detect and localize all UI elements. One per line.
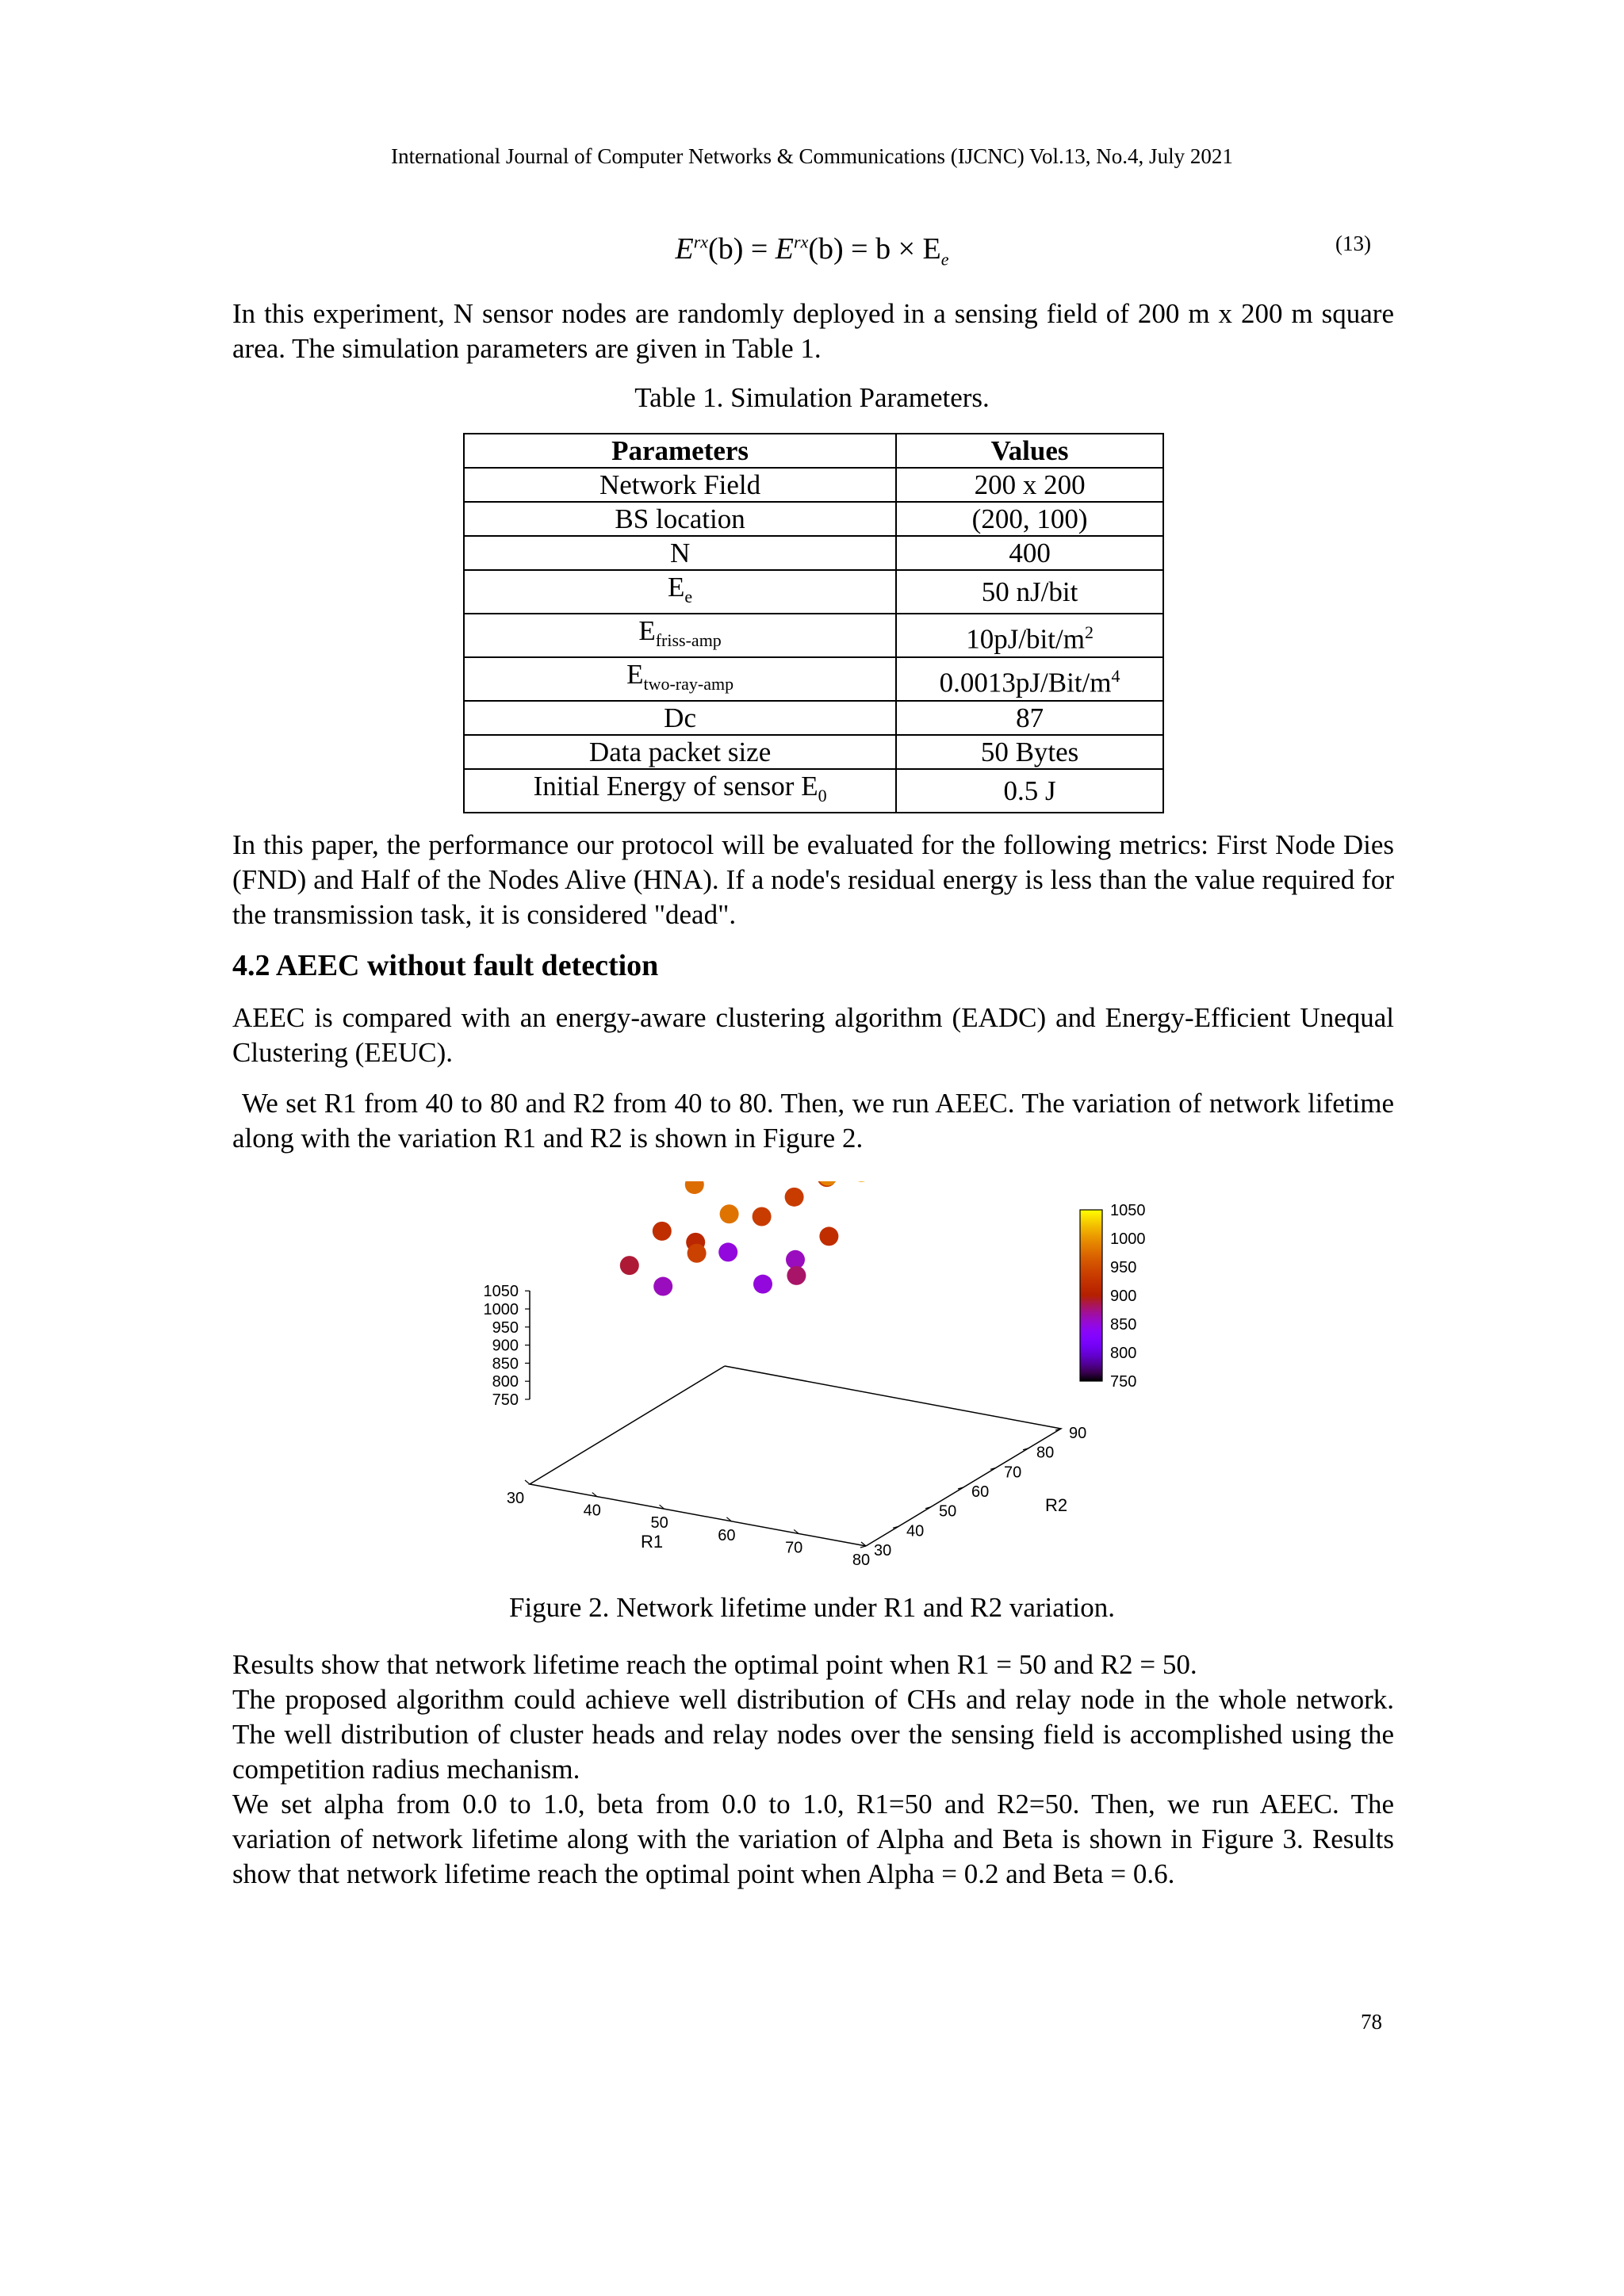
table-cell-parameter: Initial Energy of sensor $E_0$ [464, 769, 896, 813]
chart-y-axis-label: R2 [1044, 1495, 1068, 1515]
table-cell-parameter: $E_e$ [464, 570, 896, 614]
chart-z-tick-label: 1000 [483, 1301, 519, 1318]
chart-floor-back-edges [725, 1366, 1061, 1546]
page-number: 78 [1361, 2010, 1382, 2034]
chart-data-point [720, 1204, 739, 1223]
chart-x-tick-label: 30 [506, 1490, 525, 1507]
table-row [464, 657, 1163, 701]
chart-y-tick [860, 1546, 866, 1548]
chart-y-tick-label: 80 [1036, 1444, 1055, 1462]
table-row [464, 570, 1163, 614]
table-row [464, 735, 1163, 769]
equation-13: $E^{rx}(b) = E^{rx}(b) = b \times E_e$ [675, 232, 949, 270]
table-cell-value: $0.0013pJ/Bit/m^4$ [896, 657, 1163, 701]
table-cell-parameter: $E_{two-ray-amp}$ [464, 657, 896, 701]
chart-colorbar-label: 950 [1110, 1259, 1137, 1276]
chart-colorbar-label: 750 [1110, 1373, 1137, 1391]
chart-data-point [787, 1266, 806, 1285]
chart-data-point [753, 1275, 772, 1294]
table-row [464, 502, 1163, 536]
table-row [464, 769, 1163, 813]
chart-colorbar [1080, 1210, 1102, 1381]
chart-data-point [653, 1277, 672, 1296]
table-cell-value: 87 [896, 701, 1163, 735]
chart-data-point [620, 1256, 639, 1275]
table-row [464, 614, 1163, 657]
paragraph-r1-r2: We set R1 from 40 to 80 and R2 from 40 to 80. Then, we run AEEC. The variation of network lifetime along with the variation R1 and R2 is shown in Figure 2. [232, 1088, 1394, 1154]
chart-y-tick-label: 70 [1004, 1464, 1022, 1482]
chart-x-axis-label: R1 [640, 1532, 664, 1552]
paragraph-distribution: The proposed algorithm could achieve well distribution of CHs and relay node in the whole network. The well distribution of cluster heads and relay nodes over the sensing field is accomplished using the competition radius mechanism. [232, 1684, 1394, 1785]
table-cell-parameter: N [464, 536, 896, 570]
chart-colorbar-label: 1000 [1110, 1230, 1146, 1248]
chart-x-tick-label: 50 [650, 1514, 668, 1533]
table-cell-parameter: Dc [464, 701, 896, 735]
chart-data-point [688, 1244, 707, 1263]
chart-colorbar-label: 900 [1110, 1288, 1137, 1305]
chart-data-point [753, 1207, 772, 1226]
table-cell-value: 50 nJ/bit [896, 570, 1163, 614]
chart-y-tick-label: 40 [906, 1522, 925, 1540]
table-header-row [464, 434, 1163, 468]
chart-colorbar-label: 850 [1110, 1316, 1137, 1334]
chart-z-tick-label: 1050 [483, 1283, 519, 1301]
table-cell-parameter: Network Field [464, 468, 896, 502]
simulation-parameters-table [463, 433, 1164, 813]
chart-floor-front-axes [530, 1366, 866, 1546]
chart-data-point [819, 1226, 838, 1246]
chart-z-tick-label: 800 [492, 1373, 519, 1391]
chart-z-tick-label: 900 [492, 1337, 519, 1355]
network-lifetime-3d-chart [444, 1181, 1182, 1578]
chart-x-tick-label: 80 [852, 1552, 871, 1569]
section-title: 4.2 AEEC without fault detection [232, 949, 659, 982]
equation-number: (13) [1335, 232, 1371, 255]
chart-y-tick-label: 50 [939, 1502, 957, 1521]
table-cell-value: 400 [896, 536, 1163, 570]
table-cell-parameter: Data packet size [464, 735, 896, 769]
table-row [464, 536, 1163, 570]
chart-z-tick-label: 750 [492, 1391, 519, 1409]
chart-data-point [685, 1181, 704, 1194]
chart-x-tick-label: 40 [583, 1502, 601, 1520]
paragraph-metrics: In this paper, the performance our protocol will be evaluated for the following metrics: First Node Dies (FND) and Half of the Nodes Alive (HNA). If a node's residual energy is less than the value required for the transmission task, it is considered "dead". [232, 829, 1394, 930]
table-cell-value: 50 Bytes [896, 735, 1163, 769]
chart-data-point [718, 1242, 737, 1261]
chart-y-tick-label: 30 [874, 1542, 892, 1559]
paragraph-alpha-beta: We set alpha from 0.0 to 1.0, beta from 0.0 to 1.0, R1=50 and R2=50. Then, we run AEEC. The variation of network lifetime along with the variation of Alpha and Beta is shown in Figure 3. Results show that network lifetime reach the optimal point when Alpha = 0.2 and Beta = 0.6. [232, 1789, 1394, 1889]
table-row [464, 701, 1163, 735]
table-header-values: Values [896, 434, 1163, 468]
chart-colorbar-label: 1050 [1110, 1202, 1146, 1219]
table-cell-value: (200, 100) [896, 502, 1163, 536]
chart-data-point [653, 1222, 672, 1241]
chart-z-tick-label: 950 [492, 1318, 519, 1337]
table-row [464, 468, 1163, 502]
chart-x-tick-label: 60 [718, 1526, 736, 1544]
chart-data-point [785, 1188, 804, 1207]
paragraph-experiment: In this experiment, N sensor nodes are randomly deployed in a sensing field of 200 m x 200 m square area. The simulation parameters are given in Table 1. [232, 298, 1394, 364]
table-header-parameters: Parameters [464, 434, 896, 468]
chart-x-tick-label: 70 [785, 1539, 803, 1557]
table-caption: Table 1. Simulation Parameters. [634, 382, 990, 413]
table-cell-parameter: $E_{friss-amp}$ [464, 614, 896, 657]
table-cell-parameter: BS location [464, 502, 896, 536]
chart-colorbar-label: 800 [1110, 1345, 1137, 1362]
table-cell-value: 0.5 J [896, 769, 1163, 813]
journal-header: International Journal of Computer Networks & Communications (IJCNC) Vol.13, No.4, July 2021 [391, 144, 1233, 168]
table-cell-value: $10pJ/bit/m^2$ [896, 614, 1163, 657]
chart-x-tick [525, 1480, 530, 1484]
table-cell-value: 200 x 200 [896, 468, 1163, 502]
chart-data-point [852, 1181, 871, 1182]
chart-y-tick-label: 90 [1069, 1425, 1087, 1442]
figure-caption: Figure 2. Network lifetime under R1 and R2 variation. [508, 1592, 1115, 1623]
chart-z-tick-label: 850 [492, 1355, 519, 1373]
chart-y-tick-label: 60 [971, 1483, 990, 1501]
paragraph-comparison: AEEC is compared with an energy-aware clustering algorithm (EADC) and Energy-Efficient Unequal Clustering (EEUC). [232, 1002, 1394, 1068]
paragraph-optimal-r: Results show that network lifetime reach the optimal point when R1 = 50 and R2 = 50. [232, 1649, 1197, 1680]
